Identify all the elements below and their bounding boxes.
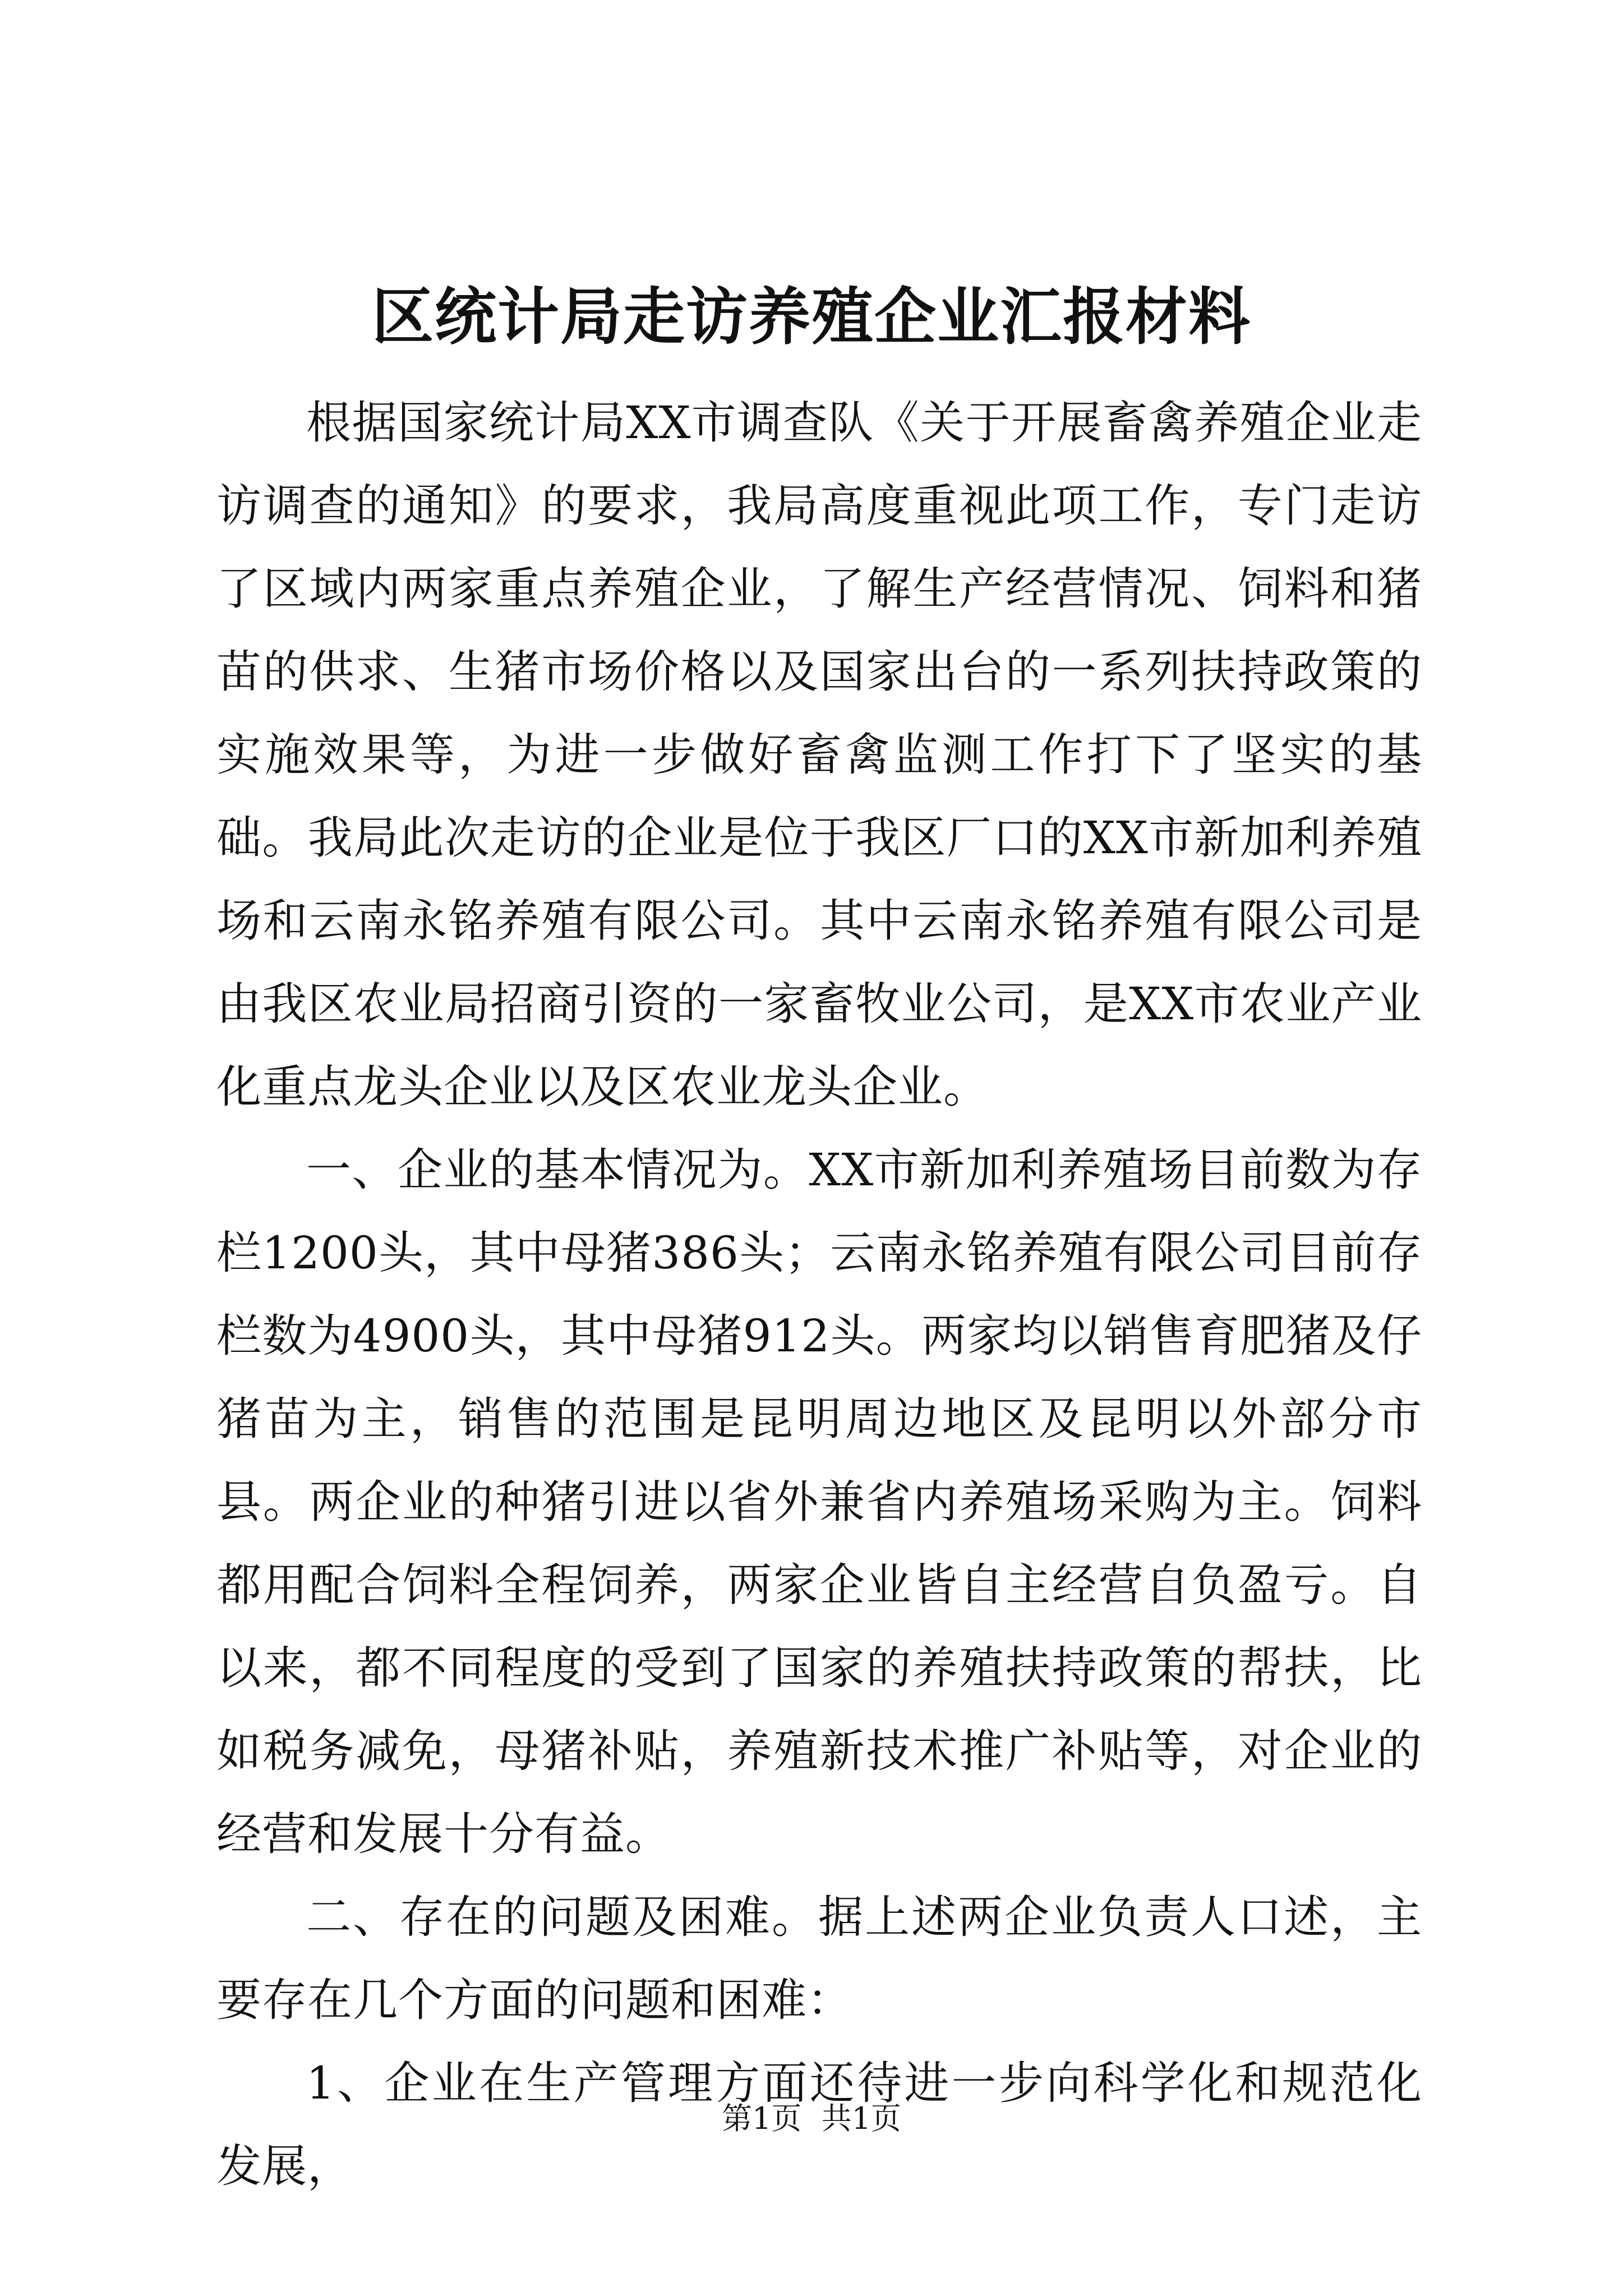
page-footer [0, 2101, 1623, 2137]
document-title: 区统计局走访养殖企业汇报材料 [372, 280, 1251, 353]
paragraph-intro: 根据国家统计局XX市调查队《关于开展畜禽养殖企业走访调查的通知》的要求，我局高度重视此项工作，专门走访了区域内两家重点养殖企业，了解生产经营情况、饲料和猪苗的供求、生猪市场价格以及国家出台的一系列扶持政策的实施效果等，为进一步做好畜禽监测工作打下了坚实的基础。我局此次走访的企业是位于我区厂口的XX市新加利养殖场和云南永铭养殖有限公司。其中云南永铭养殖有限公司是由我区农业局招商引资的一家畜牧业公司，是XX市农业产业化重点龙头企业以及区农业龙头企业。 [216, 397, 1422, 1113]
page-total: 共1页 [821, 2101, 901, 2136]
document-body [216, 381, 1422, 2208]
paragraph-item-1: 1、企业在生产管理方面还待进一步向科学化和规范化发展， [216, 2057, 1422, 2192]
paragraph-section-2: 二、存在的问题及困难。据上述两企业负责人口述，主要存在几个方面的问题和困难： [216, 1891, 1422, 2026]
paragraph-section-1: 一、企业的基本情况为。XX市新加利养殖场目前数为存栏1200头，其中母猪386头；云南永铭养殖有限公司目前存栏数为4900头，其中母猪912头。两家均以销售育肥猪及仔猪苗为主，销售的范围是昆明周边地区及昆明以外部分市县。两企业的种猪引进以省外兼省内养殖场采购为主。饲料都用配合饲料全程饲养，两家企业皆自主经营自负盈亏。自以来，都不同程度的受到了国家的养殖扶持政策的帮扶，比如税务减免，母猪补贴，养殖新技术推广补贴等，对企业的经营和发展十分有益。 [216, 1144, 1422, 1860]
page-number: 第1页 [722, 2101, 802, 2136]
